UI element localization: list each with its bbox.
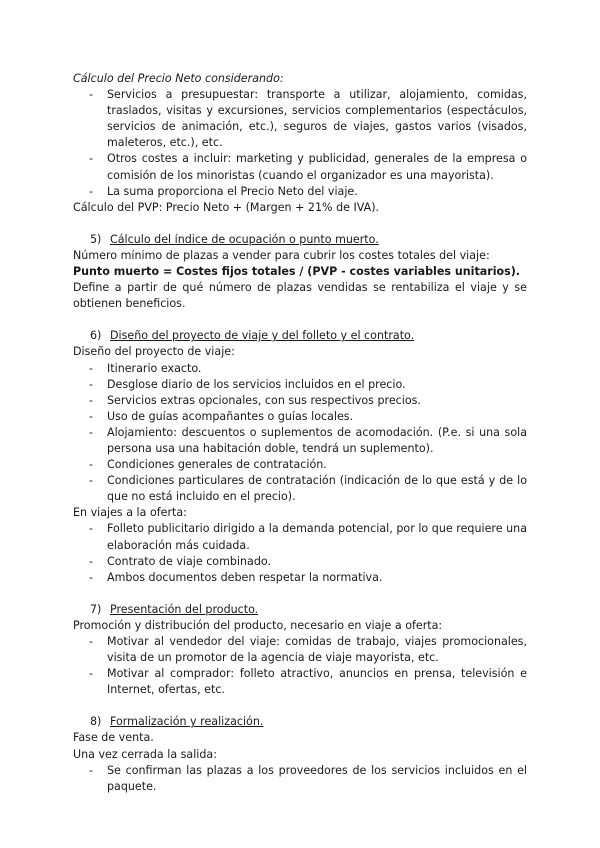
section-8-heading <box>73 714 527 730</box>
list-item-text: Condiciones particulares de contratación (indicación de lo que está y de lo que no está incluido en el precio). <box>107 474 527 504</box>
section-number: 7) <box>90 602 102 616</box>
list-item-text: Se confirman las plazas a los proveedores de los servicios incluidos en el paquete. <box>107 763 527 793</box>
promotion-list <box>73 634 527 698</box>
list-item-text: Servicios a presupuestar: transporte a utilizar, alojamiento, comidas, traslados, visitas y excursiones, servicios complementarios (espectáculos, servicios de animación, etc.), seguros de viajes, gastos varios (visados, maleteros, etc.), etc. <box>107 88 527 150</box>
section-8-line1: Fase de venta. <box>73 731 154 745</box>
list-item: - Uso de guías acompañantes o guías locales. <box>89 409 354 423</box>
section-title: Cálculo del índice de ocupación o punto muerto. <box>110 232 379 246</box>
list-item: - Motivar al vendedor del viaje: comidas de trabajo, viajes promocionales, visita de un promotor de la agencia de viaje mayorista, etc. <box>89 635 527 665</box>
project-design-list <box>73 361 527 506</box>
list-item-text: Motivar al comprador: folleto atractivo, anuncios en prensa, televisión e Internet, ofertas, etc. <box>107 667 527 697</box>
list-item: - Otros costes a incluir: marketing y publicidad, generales de la empresa o comisión de los minoristas (cuando el organizador es una mayorista). <box>89 152 527 182</box>
list-item-text: La suma proporciona el Precio Neto del viaje. <box>107 184 358 198</box>
list-item-text: Uso de guías acompañantes o guías locales. <box>107 409 354 423</box>
section-title: Diseño del proyecto de viaje y del folleto y el contrato. <box>110 329 415 343</box>
list-item: - Itinerario exacto. <box>89 361 202 375</box>
list-item: - Motivar al comprador: folleto atractivo, anuncios en prensa, televisión e Internet, ofertas, etc. <box>89 667 527 697</box>
list-item: - Servicios a presupuestar: transporte a utilizar, alojamiento, comidas, traslados, visitas y excursiones, servicios complementarios (espectáculos, servicios de animación, etc.), seguros de viajes, gastos varios (visados, maleteros, etc.), etc. <box>89 88 527 150</box>
offer-list <box>73 521 527 585</box>
list-item-text: Condiciones generales de contratación. <box>107 458 327 472</box>
list-item-text: Desglose diario de los servicios incluidos en el precio. <box>107 377 406 391</box>
list-item: - Condiciones particulares de contratación (indicación de lo que está y de lo que no está incluido en el precio). <box>89 474 527 504</box>
section-5-heading <box>73 232 527 248</box>
list-item-text: Itinerario exacto. <box>107 361 202 375</box>
list-item: - Folleto publicitario dirigido a la demanda potencial, por lo que requiere una elaboración más cuidada. <box>89 522 527 552</box>
list-item-text: Servicios extras opcionales, con sus respectivos precios. <box>107 393 421 407</box>
list-item-text: Contrato de viaje combinado. <box>107 554 272 568</box>
list-item-text: Alojamiento: descuentos o suplementos de acomodación. (P.e. si una sola persona usa una habitación doble, tendrá un suplemento). <box>107 425 527 455</box>
section-number: 8) <box>90 715 102 729</box>
section-8-line2: Una vez cerrada la salida: <box>73 747 217 761</box>
offer-intro: En viajes a la oferta: <box>73 506 187 520</box>
section-7-intro: Promoción y distribución del producto, necesario en viaje a oferta: <box>73 618 443 632</box>
document-body <box>73 71 527 795</box>
neto-list <box>73 87 527 200</box>
closing-list <box>73 763 527 795</box>
list-item-text: Folleto publicitario dirigido a la demanda potencial, por lo que requiere una elaboración más cuidada. <box>107 522 527 552</box>
list-item-text: Otros costes a incluir: marketing y publicidad, generales de la empresa o comisión de los minoristas (cuando el organizador es una mayorista). <box>107 152 527 182</box>
section-7-heading <box>73 602 527 618</box>
list-item: - Contrato de viaje combinado. <box>89 554 272 568</box>
section-number: 6) <box>90 329 102 343</box>
list-item: - Desglose diario de los servicios incluidos en el precio. <box>89 377 406 391</box>
list-item: - Se confirman las plazas a los proveedores de los servicios incluidos en el paquete. <box>89 763 527 793</box>
list-item-text: Motivar al vendedor del viaje: comidas de trabajo, viajes promocionales, visita de un promotor de la agencia de viaje mayorista, etc. <box>107 635 527 665</box>
pvp-line: Cálculo del PVP: Precio Neto + (Margen + 21% de IVA). <box>73 200 380 214</box>
section-title: Formalización y realización. <box>110 715 264 729</box>
list-item: - Ambos documentos deben respetar la normativa. <box>89 570 383 584</box>
section-5-line2: Define a partir de qué número de plazas vendidas se rentabiliza el viaje y se obtienen beneficios. <box>73 281 527 311</box>
section-5-line1: Número mínimo de plazas a vender para cubrir los costes totales del viaje: <box>73 248 490 262</box>
list-item: - La suma proporciona el Precio Neto del viaje. <box>89 184 358 198</box>
section-number: 5) <box>90 232 102 246</box>
break-even-formula: Punto muerto = Costes fijos totales / (PVP - costes variables unitarios). <box>73 265 521 279</box>
section-6-heading <box>73 328 527 344</box>
list-item: - Alojamiento: descuentos o suplementos de acomodación. (P.e. si una sola persona usa una habitación doble, tendrá un suplemento). <box>89 425 527 455</box>
section-title: Presentación del producto. <box>110 602 259 616</box>
list-item: - Servicios extras opcionales, con sus respectivos precios. <box>89 393 421 407</box>
intro-title: Cálculo del Precio Neto considerando: <box>73 72 284 85</box>
list-item-text: Ambos documentos deben respetar la normativa. <box>107 570 383 584</box>
section-6-intro: Diseño del proyecto de viaje: <box>73 345 235 359</box>
list-item: - Condiciones generales de contratación. <box>89 458 327 472</box>
